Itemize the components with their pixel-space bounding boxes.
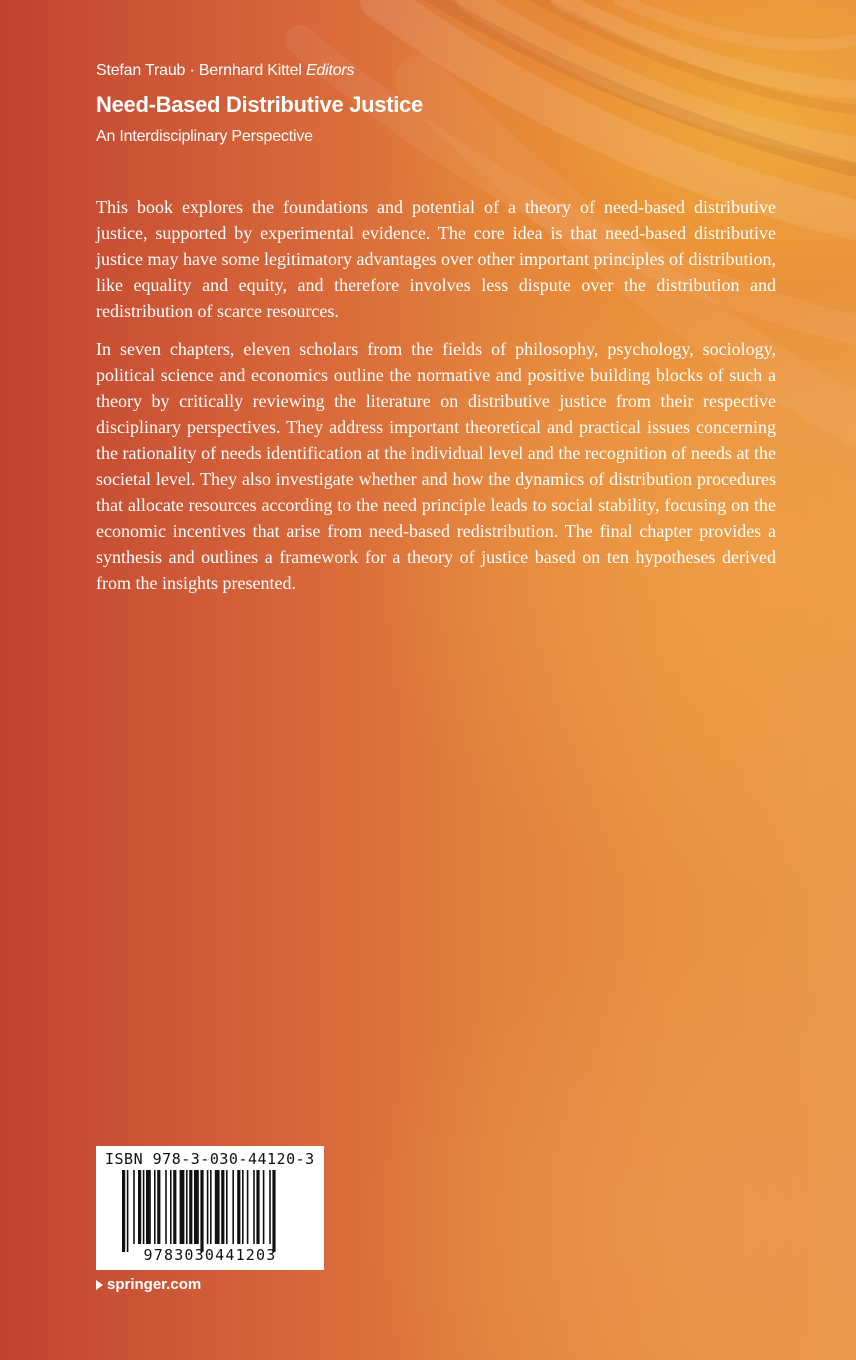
barcode-bar	[157, 1170, 160, 1244]
book-blurb	[96, 194, 776, 608]
editors-names: Stefan Traub · Bernhard Kittel	[96, 62, 302, 79]
publisher-link[interactable]	[96, 1276, 201, 1293]
editors-role: Editors	[305, 62, 355, 79]
barcode-bar	[226, 1170, 228, 1244]
barcode-bar	[200, 1170, 203, 1252]
barcode-bar	[165, 1170, 167, 1244]
barcode-bar	[247, 1170, 249, 1244]
barcode-bar	[180, 1170, 185, 1244]
barcode-bar	[207, 1170, 209, 1244]
isbn-barcode	[96, 1146, 324, 1270]
barcode-bar	[263, 1170, 265, 1244]
barcode-bar	[133, 1170, 135, 1244]
editors-line	[96, 62, 354, 80]
barcode-bar	[272, 1170, 275, 1252]
barcode-bar	[232, 1170, 234, 1244]
barcode-bar	[122, 1170, 125, 1252]
barcode-bar	[269, 1170, 271, 1244]
arrow-right-icon	[96, 1280, 103, 1290]
barcode-bar	[194, 1170, 199, 1244]
barcode-bar	[170, 1170, 172, 1244]
barcode-bar	[154, 1170, 156, 1244]
barcode-bar	[215, 1170, 220, 1244]
barcode-bar	[173, 1170, 176, 1244]
barcode-bar	[186, 1170, 188, 1244]
barcode-bar	[138, 1170, 141, 1244]
barcode-bar	[253, 1170, 255, 1244]
blurb-paragraph-2: In seven chapters, eleven scholars from the fields of philosophy, psychology, sociology, political science and economics outline the normative and positive building blocks of such a theory by critically reviewing the literature on distributive justice from their respective disciplinary perspectives. They address important theoretical and practical issues concerning the rationality of needs identification at the individual level and the recognition of needs at the societal level. They also investigate whether and how the dynamics of distribution procedures that allocate resources according to the need principle leads to social stability, focusing on the economic incentives that arise from need-based redistribution. The final chapter provides a synthesis and outlines a framework for a theory of justice based on ten hypotheses derived from the insights presented.	[96, 339, 776, 593]
blurb-paragraph-1: This book explores the foundations and potential of a theory of need-based distributive justice, supported by experimental evidence. The core idea is that need-based distributive justice may have some legitimatory advantages over other important principles of distribution, like equality and equity, and therefore involves less dispute over the distribution and redistribution of scarce resources.	[96, 197, 776, 321]
barcode-bar	[146, 1170, 151, 1244]
isbn-label: ISBN 978-3-030-44120-3	[105, 1150, 315, 1168]
barcode-bar	[221, 1170, 224, 1244]
publisher-url: springer.com	[107, 1276, 202, 1293]
book-subtitle: An Interdisciplinary Perspective	[96, 128, 313, 145]
barcode-bar	[256, 1170, 259, 1244]
barcode-bar	[237, 1170, 240, 1244]
barcode-bar	[189, 1170, 192, 1244]
barcode-bar	[210, 1170, 212, 1244]
barcode-bar	[127, 1170, 129, 1252]
barcode-bar	[242, 1170, 244, 1244]
barcode-bar	[143, 1170, 145, 1244]
barcode-digits: 9783030441203	[143, 1246, 277, 1264]
book-title: Need-Based Distributive Justice	[96, 92, 423, 117]
